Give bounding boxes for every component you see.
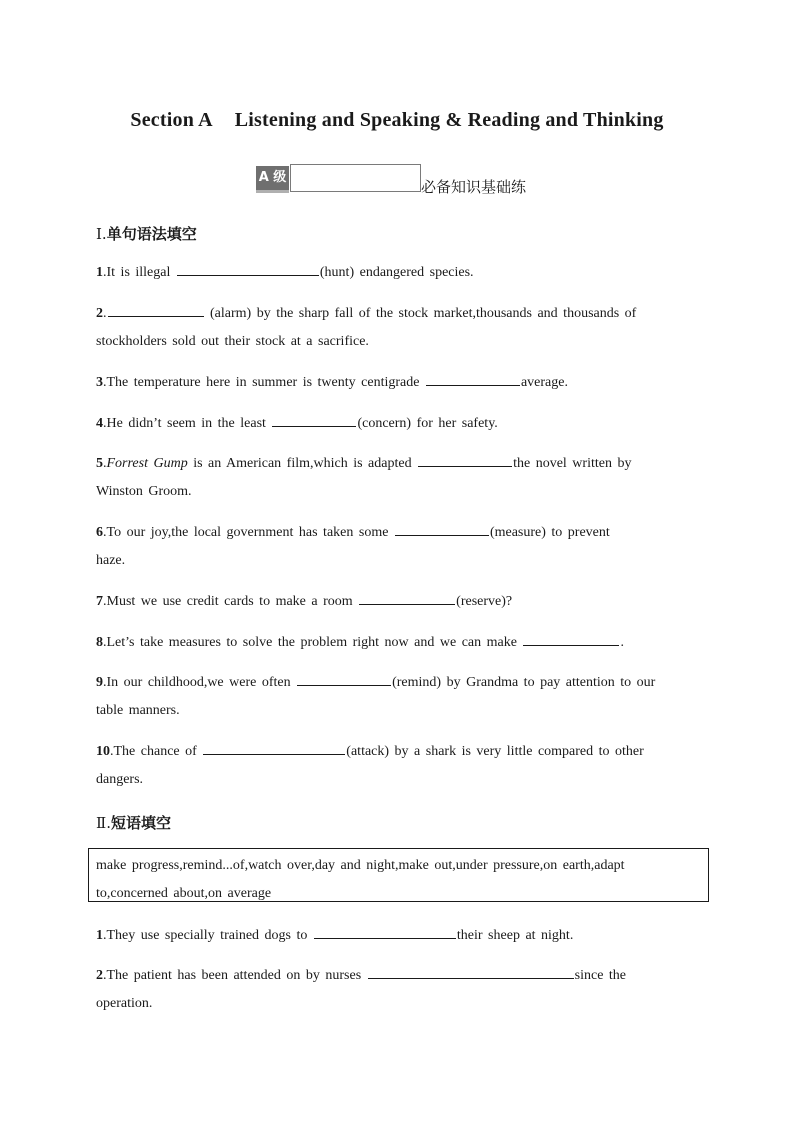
answer-blank[interactable] — [203, 740, 345, 755]
part2-roman: Ⅱ. — [96, 814, 111, 832]
answer-blank[interactable] — [368, 964, 574, 979]
answer-blank[interactable] — [418, 452, 512, 467]
phrase-question-2: 2.The patient has been attended on by nurses since the operation. — [96, 962, 696, 1018]
question-1: 1.It is illegal (hunt) endangered species. — [96, 259, 696, 287]
level-label: 必备知识基础练 — [421, 178, 527, 196]
question-8: 8.Let’s take measures to solve the problem right now and we can make . — [96, 629, 696, 657]
section-label: Section A — [130, 109, 213, 131]
part1-heading — [96, 223, 197, 244]
part2-heading — [96, 812, 171, 833]
part1-title: 单句语法填空 — [106, 225, 197, 243]
section-topic: Listening and Speaking & Reading and Thinking — [234, 109, 664, 131]
level-badge: A 级 — [256, 166, 289, 193]
answer-blank[interactable] — [177, 261, 319, 276]
question-10: 10.The chance of (attack) by a shark is very little compared to other dangers. — [96, 738, 696, 794]
part1-roman: Ⅰ. — [96, 225, 107, 243]
question-7: 7.Must we use credit cards to make a room (reserve)? — [96, 588, 696, 616]
level-box — [290, 164, 421, 192]
answer-blank[interactable] — [523, 631, 619, 646]
answer-blank[interactable] — [359, 590, 455, 605]
question-6: 6.To our joy,the local government has taken some (measure) to prevent haze. — [96, 519, 696, 575]
page-title — [0, 109, 794, 132]
word-bank — [88, 848, 709, 902]
answer-blank[interactable] — [395, 521, 489, 536]
answer-blank[interactable] — [297, 671, 391, 686]
phrase-question-1: 1.They use specially trained dogs to their sheep at night. — [96, 922, 696, 950]
answer-blank[interactable] — [314, 924, 456, 939]
question-3: 3.The temperature here in summer is twenty centigrade average. — [96, 369, 696, 397]
part2-title: 短语填空 — [110, 814, 171, 832]
answer-blank[interactable] — [108, 302, 204, 317]
answer-blank[interactable] — [426, 371, 520, 386]
word-bank-line-1: make progress,remind...of,watch over,day and night,make out,under pressure,on earth,adapt — [96, 858, 625, 873]
question-5: 5.Forrest Gump is an American film,which is adapted the novel written by Winston Groom. — [96, 450, 696, 506]
answer-blank[interactable] — [272, 412, 356, 427]
question-9: 9.In our childhood,we were often (remind) by Grandma to pay attention to our table manners. — [96, 669, 696, 725]
question-4: 4.He didn’t seem in the least (concern) for her safety. — [96, 410, 696, 438]
question-2: 2. (alarm) by the sharp fall of the stock market,thousands and thousands of stockholders sold out their stock at a sacrifice. — [96, 300, 696, 356]
word-bank-line-2: to,concerned about,on average — [96, 886, 272, 901]
